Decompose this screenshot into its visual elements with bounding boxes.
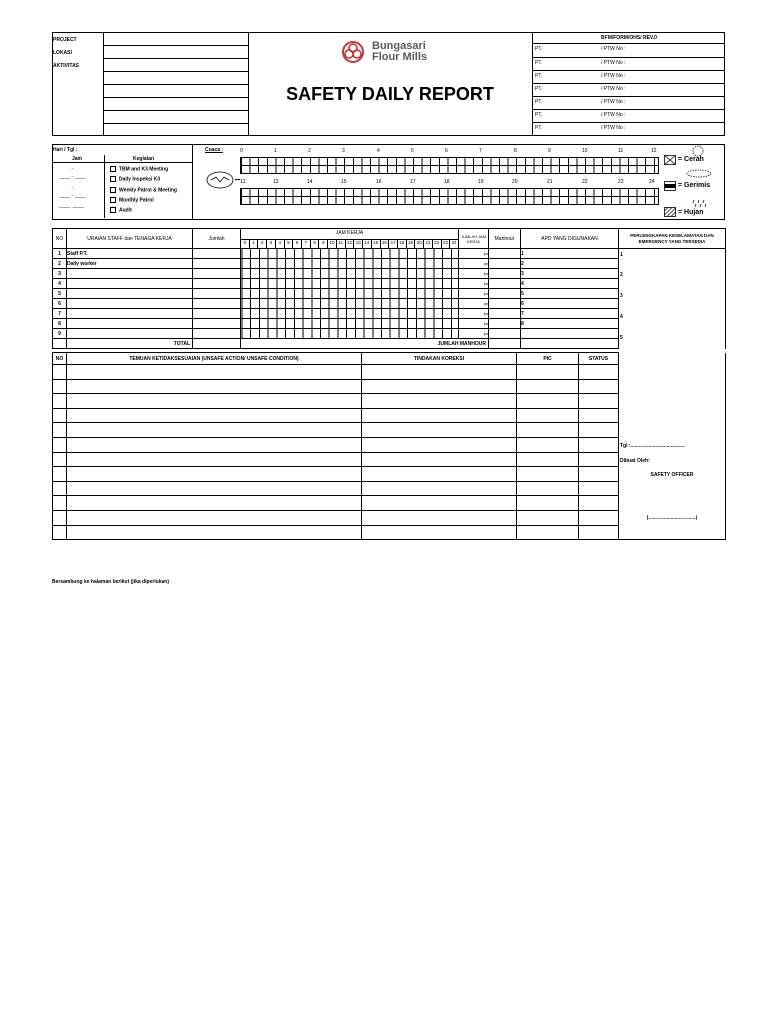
perlengkapan-item: 1 bbox=[620, 252, 623, 258]
total-jumlah[interactable] bbox=[193, 339, 241, 349]
finding-cell[interactable] bbox=[67, 510, 362, 525]
row-jumlah[interactable] bbox=[193, 309, 241, 319]
hour-label: 8 bbox=[514, 148, 517, 154]
page-title: SAFETY DAILY REPORT bbox=[286, 84, 494, 104]
col-header-jam-kerja bbox=[241, 229, 459, 249]
hour-label: 22 bbox=[582, 179, 588, 185]
table-row bbox=[53, 249, 726, 259]
row-hours[interactable] bbox=[241, 279, 459, 289]
finding-cell[interactable] bbox=[67, 481, 362, 496]
pic-cell[interactable] bbox=[517, 379, 579, 394]
hour-label: 11 bbox=[618, 148, 624, 154]
row-jumlah[interactable] bbox=[193, 289, 241, 299]
row-desc[interactable]: Staff P.T. bbox=[67, 249, 193, 259]
pic-cell[interactable] bbox=[517, 423, 579, 438]
pt-label: PT. bbox=[535, 99, 543, 105]
hour-label: 16 bbox=[376, 179, 382, 185]
row-manhour[interactable] bbox=[489, 289, 521, 299]
pic-cell[interactable] bbox=[517, 452, 579, 467]
col-header-manhour: Manhour bbox=[489, 229, 521, 249]
hour-col: 20 bbox=[415, 240, 424, 248]
hour-strip-pm[interactable] bbox=[240, 188, 659, 205]
signoff-panel bbox=[619, 353, 726, 540]
row-desc[interactable] bbox=[67, 309, 193, 319]
hour-col: 10 bbox=[328, 240, 337, 248]
findings-header-no: NO bbox=[53, 353, 67, 365]
hour-label: 13 bbox=[273, 179, 279, 185]
hour-col: 4 bbox=[276, 240, 285, 248]
activity-checkbox[interactable] bbox=[110, 197, 116, 203]
ptw-label: / PTW No : bbox=[601, 60, 626, 66]
time-slot[interactable]: ____ - ____ bbox=[59, 193, 86, 199]
signoff-created-by: Dibuat Oleh: bbox=[620, 457, 650, 464]
hour-col: 17 bbox=[389, 240, 398, 248]
correction-cell[interactable] bbox=[362, 467, 517, 482]
pic-cell[interactable] bbox=[517, 467, 579, 482]
hour-col: 3 bbox=[267, 240, 276, 248]
activity-checkbox[interactable] bbox=[110, 166, 116, 172]
findings-table bbox=[52, 352, 726, 540]
hour-col: 14 bbox=[363, 240, 372, 248]
manhour-total[interactable] bbox=[489, 339, 521, 349]
status-cell[interactable] bbox=[579, 452, 619, 467]
hour-label: 3 bbox=[342, 148, 345, 154]
ptw-label: / PTW No : bbox=[601, 86, 626, 92]
row-manhour[interactable] bbox=[489, 299, 521, 309]
pt-label: PT. bbox=[535, 46, 543, 52]
hour-label: 23 bbox=[618, 179, 624, 185]
pic-cell[interactable] bbox=[517, 510, 579, 525]
ptw-label: / PTW No : bbox=[601, 99, 626, 105]
correction-cell[interactable] bbox=[362, 379, 517, 394]
status-cell[interactable] bbox=[579, 423, 619, 438]
correction-cell[interactable] bbox=[362, 365, 517, 380]
status-cell[interactable] bbox=[579, 365, 619, 380]
findings-header-temuan: TEMUAN KETIDAKSESUAIAN (UNSAFE ACTION/ UNSAFE CONDITION) bbox=[67, 353, 362, 365]
row-apd[interactable]: 8 bbox=[521, 319, 619, 329]
form-number: BFM/FORM/OHS/ REV.0 bbox=[601, 35, 657, 41]
hour-col: 13 bbox=[354, 240, 363, 248]
perlengkapan-item: 4 bbox=[620, 314, 623, 320]
row-hours[interactable] bbox=[241, 259, 459, 269]
row-unit: jm bbox=[459, 289, 489, 299]
time-slot[interactable]: ____ - ____ bbox=[59, 174, 86, 180]
gerimis-box-icon bbox=[664, 181, 676, 191]
row-manhour[interactable] bbox=[489, 259, 521, 269]
row-hours[interactable] bbox=[241, 329, 459, 339]
hour-col: 16 bbox=[381, 240, 390, 248]
finding-cell[interactable] bbox=[67, 379, 362, 394]
hour-label: 10 bbox=[582, 148, 588, 154]
hour-label: 20 bbox=[512, 179, 518, 185]
hour-label: 4 bbox=[377, 148, 380, 154]
hour-label: 18 bbox=[444, 179, 450, 185]
row-hours[interactable] bbox=[241, 299, 459, 309]
perlengkapan-item: 3 bbox=[620, 293, 623, 299]
row-hours[interactable] bbox=[241, 289, 459, 299]
status-cell[interactable] bbox=[579, 408, 619, 423]
hour-label: 0 bbox=[240, 148, 243, 154]
hour-label: 12 bbox=[651, 148, 657, 154]
activity-item[interactable]: Weekly Patrol & Meeting bbox=[110, 187, 177, 193]
ptw-label: / PTW No : bbox=[601, 46, 626, 52]
status-cell[interactable] bbox=[579, 510, 619, 525]
row-no: 7 bbox=[53, 309, 67, 319]
row-desc[interactable]: Daily worker bbox=[67, 259, 193, 269]
cuaca-label: Cuaca : bbox=[205, 147, 224, 153]
pic-cell[interactable] bbox=[517, 525, 579, 540]
row-apd[interactable] bbox=[521, 329, 619, 339]
row-jumlah[interactable] bbox=[193, 329, 241, 339]
weather-hujan-label: = Hujan bbox=[678, 209, 704, 216]
correction-cell[interactable] bbox=[362, 452, 517, 467]
hour-label: 5 bbox=[411, 148, 414, 154]
weather-gerimis-label: = Gerimis bbox=[678, 182, 711, 189]
col-header-uraian: URAIAN STAFF dan TENAGA KERJA bbox=[67, 229, 193, 249]
hour-col: 23 bbox=[442, 240, 451, 248]
project-label: PROJECT bbox=[53, 37, 77, 43]
hour-label: 14 bbox=[307, 179, 313, 185]
pic-cell[interactable] bbox=[517, 496, 579, 511]
pic-cell[interactable] bbox=[517, 365, 579, 380]
signoff-signature[interactable]: (..................................) bbox=[646, 514, 698, 521]
row-unit: jm bbox=[459, 329, 489, 339]
jam-header: Jam bbox=[72, 156, 83, 162]
ptw-label: / PTW No : bbox=[601, 125, 626, 131]
pic-cell[interactable] bbox=[517, 437, 579, 452]
status-cell[interactable] bbox=[579, 525, 619, 540]
time-slot[interactable]: - bbox=[59, 166, 74, 172]
row-desc[interactable] bbox=[67, 299, 193, 309]
activity-checkbox[interactable] bbox=[110, 176, 116, 182]
row-unit: jm bbox=[459, 259, 489, 269]
cloud-icon bbox=[685, 169, 713, 178]
activity-checkbox[interactable] bbox=[110, 207, 116, 213]
row-no: 2 bbox=[53, 259, 67, 269]
activity-checkbox[interactable] bbox=[110, 187, 116, 193]
hour-col: 21 bbox=[424, 240, 433, 248]
signoff-officer: SAFETY OFFICER bbox=[650, 471, 694, 478]
status-cell[interactable] bbox=[579, 394, 619, 409]
jam-kerja-title: JAM KERJA bbox=[335, 230, 364, 236]
col-header-no: NO bbox=[53, 229, 67, 249]
row-unit: jm bbox=[459, 319, 489, 329]
row-desc[interactable] bbox=[67, 289, 193, 299]
signoff-date[interactable]: Tgl :....................................... bbox=[620, 442, 685, 449]
hour-label: 19 bbox=[478, 179, 484, 185]
hour-label: 21 bbox=[547, 179, 553, 185]
lokasi-label: LOKASI bbox=[53, 50, 72, 56]
hour-col: 18 bbox=[398, 240, 407, 248]
findings-header-pic: PIC bbox=[517, 353, 579, 365]
sun-cloud-icon bbox=[205, 170, 235, 190]
perlengkapan-item: 2 bbox=[620, 272, 623, 278]
correction-cell[interactable] bbox=[362, 408, 517, 423]
row-apd[interactable]: 1 bbox=[521, 249, 619, 259]
activity-item[interactable]: Daily Inspeksi K3 bbox=[110, 176, 160, 182]
hour-col: 6 bbox=[293, 240, 302, 248]
aktivitas-label: AKTIVITAS bbox=[53, 63, 80, 69]
row-manhour[interactable] bbox=[489, 249, 521, 259]
hour-label: 17 bbox=[410, 179, 416, 185]
hour-label: 2 bbox=[308, 148, 311, 154]
pt-label: PT. bbox=[535, 60, 543, 66]
row-no: 9 bbox=[53, 329, 67, 339]
header-divider bbox=[532, 32, 533, 136]
col-header-jumlah: Jumlah bbox=[193, 229, 241, 249]
hour-label: 9 bbox=[548, 148, 551, 154]
finding-cell[interactable] bbox=[67, 408, 362, 423]
staff-table bbox=[52, 228, 726, 349]
finding-cell[interactable] bbox=[67, 365, 362, 380]
hour-col: 24 bbox=[451, 240, 457, 245]
cerah-box-icon bbox=[664, 155, 676, 165]
finding-cell[interactable] bbox=[67, 496, 362, 511]
weather-cerah-label: = Cerah bbox=[678, 156, 704, 163]
company-logo bbox=[340, 40, 440, 64]
correction-cell[interactable] bbox=[362, 481, 517, 496]
hour-col: 0 bbox=[241, 240, 250, 248]
hour-label: 1 bbox=[274, 148, 277, 154]
hour-col: 5 bbox=[285, 240, 294, 248]
finding-cell[interactable] bbox=[67, 525, 362, 540]
correction-cell[interactable] bbox=[362, 496, 517, 511]
time-slot[interactable]: ____ ____ bbox=[59, 203, 85, 209]
hour-col: 8 bbox=[311, 240, 320, 248]
hour-label: 12 bbox=[240, 179, 246, 185]
apd-total[interactable] bbox=[521, 339, 619, 349]
hour-label: 24 bbox=[649, 179, 655, 185]
row-unit: jm bbox=[459, 269, 489, 279]
pt-label: PT. bbox=[535, 112, 543, 118]
correction-cell[interactable] bbox=[362, 510, 517, 525]
hour-label: 6 bbox=[445, 148, 448, 154]
row-jumlah[interactable] bbox=[193, 269, 241, 279]
row-manhour[interactable] bbox=[489, 269, 521, 279]
finding-cell[interactable] bbox=[67, 452, 362, 467]
col-header-apd: APD YANG DIGUNAKAN bbox=[521, 229, 619, 249]
row-no: 6 bbox=[53, 299, 67, 309]
row-manhour[interactable] bbox=[489, 279, 521, 289]
ptw-label: / PTW No : bbox=[601, 112, 626, 118]
pt-label: PT. bbox=[535, 73, 543, 79]
col-header-jumlah-jam: JUMLAH JAM KERJA bbox=[459, 229, 489, 249]
row-hours[interactable] bbox=[241, 309, 459, 319]
row-hours[interactable] bbox=[241, 249, 459, 259]
row-desc[interactable] bbox=[67, 319, 193, 329]
logo-text-line2: Flour Mills bbox=[372, 51, 427, 63]
logo-text-line1: Bungasari bbox=[372, 40, 426, 52]
activity-item[interactable]: Monthly Patrol bbox=[110, 197, 154, 203]
finding-cell[interactable] bbox=[67, 394, 362, 409]
row-desc[interactable] bbox=[67, 279, 193, 289]
hour-col: 9 bbox=[319, 240, 328, 248]
correction-cell[interactable] bbox=[362, 525, 517, 540]
rain-drops-icon bbox=[690, 199, 710, 209]
hari-tgl-label: Hari / Tgl : bbox=[53, 147, 78, 153]
row-apd[interactable]: 2 bbox=[521, 259, 619, 269]
findings-header-tindakan: TINDAKAN KOREKSI bbox=[362, 353, 517, 365]
logo-mark-icon bbox=[340, 40, 366, 64]
status-cell[interactable] bbox=[579, 481, 619, 496]
row-hours[interactable] bbox=[241, 269, 459, 279]
hujan-box-icon bbox=[664, 207, 676, 217]
continuation-note: Bersambung ke halaman berikut (jika diperlukan) bbox=[52, 579, 169, 585]
row-jumlah[interactable] bbox=[193, 279, 241, 289]
pt-label: PT. bbox=[535, 86, 543, 92]
ptw-label: / PTW No : bbox=[601, 73, 626, 79]
activity-item[interactable]: TBM and K3 Meeting bbox=[110, 166, 168, 172]
row-no: 5 bbox=[53, 289, 67, 299]
row-jumlah[interactable] bbox=[193, 259, 241, 269]
row-jumlah[interactable] bbox=[193, 249, 241, 259]
row-apd[interactable]: 6 bbox=[521, 299, 619, 309]
row-no: 1 bbox=[53, 249, 67, 259]
finding-cell[interactable] bbox=[67, 467, 362, 482]
finding-cell[interactable] bbox=[67, 423, 362, 438]
correction-cell[interactable] bbox=[362, 423, 517, 438]
finding-cell[interactable] bbox=[67, 437, 362, 452]
pt-label: PT. bbox=[535, 125, 543, 131]
perlengkapan-list[interactable] bbox=[619, 249, 726, 349]
manhour-total-label: JUMLAH MANHOUR bbox=[241, 339, 489, 349]
hour-col: 12 bbox=[346, 240, 355, 248]
hour-strip-am[interactable] bbox=[240, 157, 659, 174]
row-unit: jm bbox=[459, 279, 489, 289]
status-cell[interactable] bbox=[579, 379, 619, 394]
time-slot[interactable]: - bbox=[59, 185, 74, 191]
hour-col: 15 bbox=[372, 240, 381, 248]
hour-col: 7 bbox=[302, 240, 311, 248]
hour-col: 11 bbox=[337, 240, 346, 248]
correction-cell[interactable] bbox=[362, 437, 517, 452]
row-jumlah[interactable] bbox=[193, 319, 241, 329]
row-manhour[interactable] bbox=[489, 319, 521, 329]
findings-header-status: STATUS bbox=[579, 353, 619, 365]
hour-col: 22 bbox=[433, 240, 442, 248]
row-unit: jm bbox=[459, 299, 489, 309]
row-unit: jm bbox=[459, 249, 489, 259]
row-jumlah[interactable] bbox=[193, 299, 241, 309]
row-no: 3 bbox=[53, 269, 67, 279]
row-apd[interactable]: 3 bbox=[521, 269, 619, 279]
row-hours[interactable] bbox=[241, 319, 459, 329]
pic-cell[interactable] bbox=[517, 394, 579, 409]
perlengkapan-item: 5 bbox=[620, 335, 623, 341]
row-unit: jm bbox=[459, 309, 489, 319]
row-manhour[interactable] bbox=[489, 309, 521, 319]
row-desc[interactable] bbox=[67, 269, 193, 279]
correction-cell[interactable] bbox=[362, 394, 517, 409]
row-no: 8 bbox=[53, 319, 67, 329]
total-label: TOTAL bbox=[67, 339, 193, 349]
status-cell[interactable] bbox=[579, 437, 619, 452]
row-apd[interactable]: 4 bbox=[521, 279, 619, 289]
col-header-perlengkapan: PERLENGKAPAN KESELAMATAN DAN EMERGENCY YANG TERSEDIA bbox=[619, 229, 726, 249]
hour-col: 2 bbox=[258, 240, 267, 248]
hour-label: 15 bbox=[341, 179, 347, 185]
row-desc[interactable] bbox=[67, 329, 193, 339]
kegiatan-header: Kegiatan bbox=[133, 156, 155, 162]
status-cell[interactable] bbox=[579, 467, 619, 482]
hour-col: 1 bbox=[250, 240, 259, 248]
row-manhour[interactable] bbox=[489, 329, 521, 339]
row-apd[interactable]: 5 bbox=[521, 289, 619, 299]
jam-kerja-hours bbox=[241, 239, 458, 248]
pic-cell[interactable] bbox=[517, 408, 579, 423]
row-apd[interactable]: 7 bbox=[521, 309, 619, 319]
status-cell[interactable] bbox=[579, 496, 619, 511]
row-no: 4 bbox=[53, 279, 67, 289]
pic-cell[interactable] bbox=[517, 481, 579, 496]
hour-col: 19 bbox=[407, 240, 416, 248]
activity-item[interactable]: Audit bbox=[110, 207, 132, 213]
hour-label: 7 bbox=[479, 148, 482, 154]
